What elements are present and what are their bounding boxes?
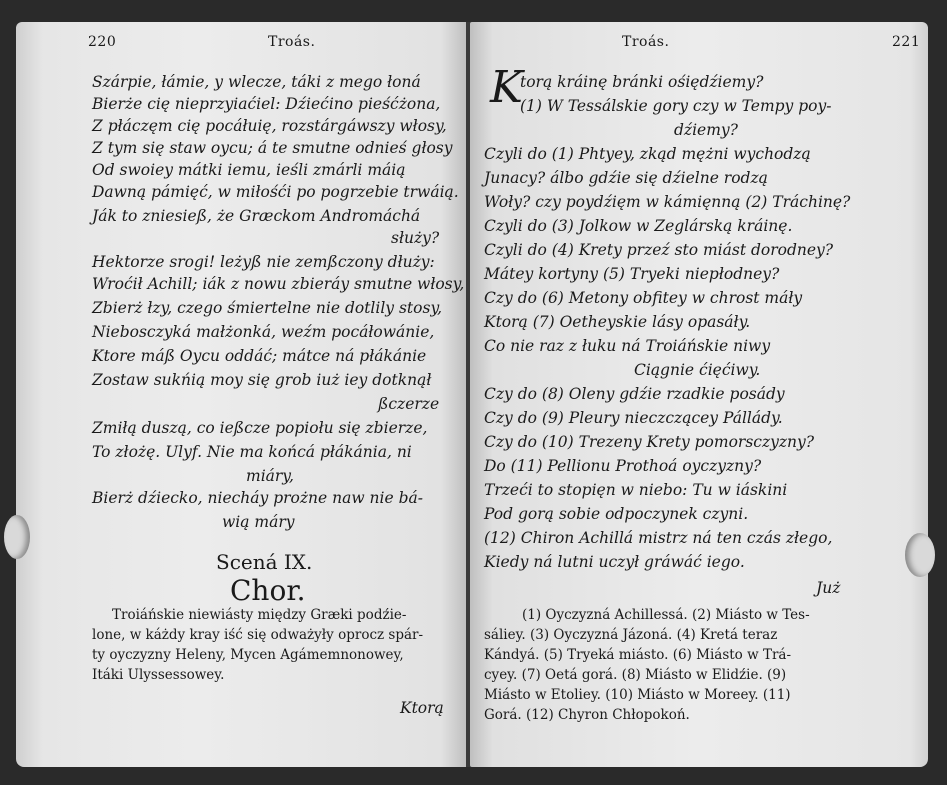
poem-line: Trzeći to stopięn w niebo: Tu w iáskini xyxy=(484,481,788,499)
poem-line: Czy do (6) Metony obfitey w chrost máły xyxy=(484,289,803,307)
poem-line: Czy do (9) Pleury nieczczącey Pállády. xyxy=(484,409,783,427)
book-clip-right xyxy=(905,533,935,577)
poem-line: Od swoiey mátki iemu, ieśli zmárli máią xyxy=(92,161,406,179)
poem-line: Hektorze srogi! leżyß nie zemßczony dłuży: xyxy=(92,253,435,271)
footnote-line: Kándyá. (5) Tryeká miásto. (6) Miásto w Trá- xyxy=(484,647,792,663)
poem-line: (1) W Tessálskie gory czy w Tempy poy- xyxy=(520,97,832,115)
poem-line: ßczerze xyxy=(378,395,440,413)
poem-line: Bierże cię nieprzyiaćiel: Dźiećino pieśćżona, xyxy=(92,95,441,113)
poem-line: wią máry xyxy=(222,513,295,531)
poem-line: (12) Chiron Achillá mistrz ná ten czás złego, xyxy=(484,529,833,547)
poem-line: Ktore máß Oycu oddáć; mátce ná płákánie xyxy=(92,347,427,365)
poem-line: Ktorą (7) Oetheyskie lásy opasáły. xyxy=(484,313,751,331)
right-page xyxy=(470,22,928,767)
poem-line: Niebosczyká małżonká, weźm pocáłowánie, xyxy=(92,323,435,341)
poem-line: służy? xyxy=(391,229,440,247)
poem-line: Ják to zniesieß, że Græckom Andromáchá xyxy=(92,207,421,225)
argument-line: ty oyczyzny Heleny, Mycen Agámemnonowey, xyxy=(92,647,404,663)
drop-cap: K xyxy=(490,62,523,113)
page-number: 221 xyxy=(892,34,921,50)
argument-line: Itáki Ulyssessowey. xyxy=(92,667,225,683)
poem-line: miáry, xyxy=(246,467,294,485)
footnote-line: sáliey. (3) Oyczyzná Jázoná. (4) Kretá teraz xyxy=(484,627,778,643)
poem-line: Pod gorą sobie odpoczynek czyni. xyxy=(484,505,749,523)
poem-line: Czyli do (3) Jolkow w Zeglárską kráinę. xyxy=(484,217,793,235)
argument-line: lone, w káżdy kray iść się odważyły oprocz spár- xyxy=(92,627,424,643)
poem-line: To złożę. Ulyf. Nie ma końcá płákánia, ni xyxy=(92,443,412,461)
poem-line: Do (11) Pellionu Prothoá oyczyzny? xyxy=(484,457,762,475)
poem-line: Kiedy ná lutni uczył gráwáć iego. xyxy=(484,553,745,571)
poem-line: Czyli do (4) Krety przeź sto miást dorodney? xyxy=(484,241,834,259)
poem-line: torą kráinę bránki ośiędźiemy? xyxy=(520,73,764,91)
chorus-title: Chor. xyxy=(230,574,306,607)
running-head: Troás. xyxy=(622,34,670,50)
poem-line: Z płáczęm cię pocáłuię, rozstárgáwszy włosy, xyxy=(92,117,447,135)
poem-line: Zostaw sukńią moy się grob iuż iey dotknął xyxy=(92,371,432,389)
catchword: Już xyxy=(816,579,841,597)
poem-line: Czy do (8) Oleny gdźie rzadkie posády xyxy=(484,385,785,403)
poem-line: Ciągnie ćięćiwy. xyxy=(634,361,761,379)
poem-line: Zbierż łzy, czego śmiertelne nie dotlily stosy, xyxy=(92,299,443,317)
poem-line: Co nie raz z łuku ná Troiáńskie niwy xyxy=(484,337,771,355)
poem-line: dźiemy? xyxy=(674,121,738,139)
footnote-line: Gorá. (12) Chyron Chłopokoń. xyxy=(484,707,690,723)
poem-line: Junacy? álbo gdźie się dźielne rodzą xyxy=(484,169,768,187)
poem-line: Czy do (10) Trezeny Krety pomorsczyzny? xyxy=(484,433,815,451)
poem-line: Bierż dźiecko, niecháy prożne naw nie bá- xyxy=(92,489,423,507)
running-head: Troás. xyxy=(268,34,316,50)
footnote-line: Miásto w Etoliey. (10) Miásto w Moreey. (11) xyxy=(484,687,791,703)
poem-line: Szárpie, łámie, y wlecze, táki z mego łoná xyxy=(92,73,421,91)
poem-line: Dawną pámięć, w miłośći po pogrzebie trwáią. xyxy=(92,183,459,201)
poem-line: Mátey kortyny (5) Tryeki niepłodney? xyxy=(484,265,780,283)
left-page xyxy=(16,22,468,767)
poem-line: Z tym się staw oycu; á te smutne odnieś głosy xyxy=(92,139,453,157)
poem-line: Wroćił Achill; iák z nowu zbieráy smutne włosy, xyxy=(92,275,465,293)
book-clip-left xyxy=(4,515,30,559)
argument-line: Troiáńskie niewiásty między Græki podźie- xyxy=(112,607,407,623)
poem-line: Zmiłą duszą, co ießcze popiołu się zbierze, xyxy=(92,419,428,437)
footnote-line: (1) Oyczyzná Achillessá. (2) Miásto w Tes- xyxy=(522,607,810,623)
page-number: 220 xyxy=(88,34,117,50)
footnote-line: cyey. (7) Oetá gorá. (8) Miásto w Elidźie. (9) xyxy=(484,667,787,683)
poem-line: Woły? czy poydźięm w kámięnną (2) Tráchinę? xyxy=(484,193,851,211)
poem-line: Czyli do (1) Phtyey, zkąd mężni wychodzą xyxy=(484,145,811,163)
scene-title: Scená IX. xyxy=(216,550,313,574)
catchword: Ktorą xyxy=(400,699,444,717)
